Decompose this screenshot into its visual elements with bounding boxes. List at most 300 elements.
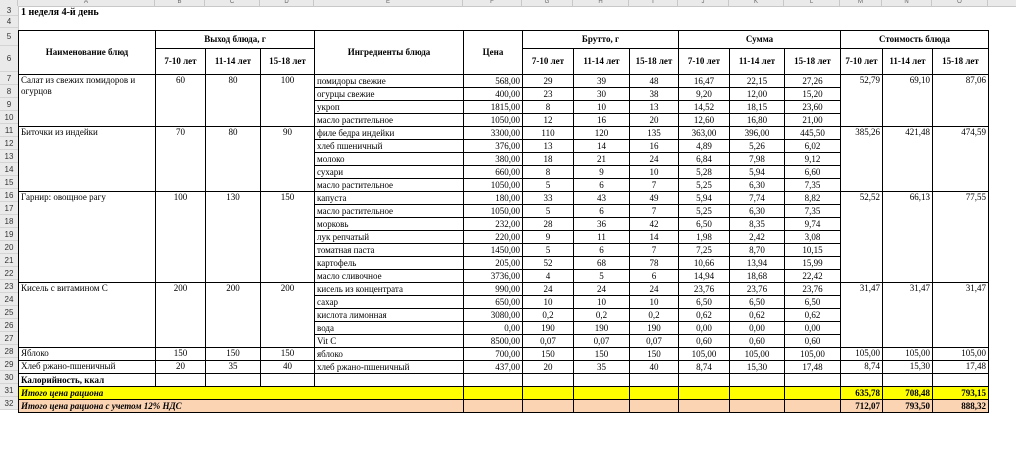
price-cell[interactable]: 660,00 [464,166,523,179]
ingredient-cell[interactable]: томатная паста [315,244,464,257]
row-number[interactable]: 8 [0,85,18,98]
sum-cell[interactable]: 5,28 [679,166,730,179]
sum-cell[interactable]: 0,62 [785,309,841,322]
empty-cell[interactable] [523,387,574,400]
column-letter[interactable]: B [155,0,205,6]
cost-cell[interactable]: 31,47 [841,283,883,348]
brutto-cell[interactable]: 12 [523,114,574,127]
sum-cell[interactable]: 396,00 [730,127,785,140]
total-vat-row-value[interactable]: 793,50 [883,400,933,413]
brutto-cell[interactable]: 0,2 [630,309,679,322]
calories-label[interactable]: Калорийность, ккал [19,374,156,387]
brutto-cell[interactable]: 30 [574,88,630,101]
sum-cell[interactable]: 8,35 [730,218,785,231]
cost-cell[interactable]: 17,48 [933,361,989,374]
sum-cell[interactable]: 6,30 [730,205,785,218]
total-row-label[interactable]: Итого цена рациона [19,387,464,400]
price-cell[interactable]: 568,00 [464,75,523,88]
dish-name-cell[interactable]: Кисель с витамином С [19,283,156,348]
brutto-cell[interactable]: 42 [630,218,679,231]
sum-cell[interactable]: 3,08 [785,231,841,244]
brutto-cell[interactable]: 14 [630,231,679,244]
sum-cell[interactable]: 27,26 [785,75,841,88]
price-cell[interactable]: 8500,00 [464,335,523,348]
row-number[interactable]: 9 [0,98,18,111]
brutto-cell[interactable]: 0,07 [630,335,679,348]
sum-cell[interactable]: 5,25 [679,179,730,192]
sum-cell[interactable]: 6,50 [730,296,785,309]
brutto-cell[interactable]: 28 [523,218,574,231]
yield-cell[interactable]: 20 [156,361,206,374]
sum-cell[interactable]: 15,20 [785,88,841,101]
brutto-cell[interactable]: 20 [523,361,574,374]
price-cell[interactable]: 232,00 [464,218,523,231]
price-cell[interactable]: 990,00 [464,283,523,296]
price-cell[interactable]: 1050,00 [464,179,523,192]
sum-cell[interactable]: 105,00 [679,348,730,361]
ingredient-cell[interactable]: филе бедра индейки [315,127,464,140]
sum-cell[interactable]: 21,00 [785,114,841,127]
brutto-cell[interactable]: 6 [574,244,630,257]
yield-cell[interactable]: 150 [156,348,206,361]
total-vat-row-label[interactable]: Итого цена рациона с учетом 12% НДС [19,400,464,413]
row-number[interactable]: 21 [0,254,18,267]
dish-name-cell[interactable]: Салат из свежих помидоров и огурцов [19,75,156,127]
cost-cell[interactable]: 31,47 [883,283,933,348]
total-row-value[interactable]: 708,48 [883,387,933,400]
column-letter[interactable]: N [882,0,932,6]
row-number[interactable]: 7 [0,72,18,85]
row-number[interactable]: 16 [0,189,18,202]
header-sum[interactable]: Сумма [679,31,841,49]
price-cell[interactable]: 650,00 [464,296,523,309]
ingredient-cell[interactable]: огурцы свежие [315,88,464,101]
cost-cell[interactable]: 8,74 [841,361,883,374]
empty-cell[interactable] [630,387,679,400]
sum-cell[interactable]: 10,15 [785,244,841,257]
cost-cell[interactable]: 105,00 [933,348,989,361]
sum-cell[interactable]: 6,02 [785,140,841,153]
yield-cell[interactable]: 200 [206,283,261,348]
row-number[interactable]: 15 [0,176,18,189]
row-number[interactable]: 22 [0,267,18,280]
sum-cell[interactable]: 105,00 [730,348,785,361]
brutto-cell[interactable]: 0,07 [574,335,630,348]
brutto-cell[interactable]: 150 [630,348,679,361]
price-cell[interactable]: 437,00 [464,361,523,374]
sum-cell[interactable]: 8,70 [730,244,785,257]
brutto-cell[interactable]: 10 [574,296,630,309]
yield-cell[interactable]: 70 [156,127,206,192]
header-age-group[interactable]: 7-10 лет [156,49,206,75]
row-number[interactable]: 31 [0,384,18,397]
total-vat-row-value[interactable]: 888,32 [933,400,989,413]
row-number[interactable]: 11 [0,124,18,137]
empty-cell[interactable] [630,374,679,387]
ingredient-cell[interactable]: капуста [315,192,464,205]
brutto-cell[interactable]: 6 [574,205,630,218]
sum-cell[interactable]: 7,35 [785,179,841,192]
brutto-cell[interactable]: 7 [630,179,679,192]
yield-cell[interactable]: 150 [206,348,261,361]
row-number[interactable]: 14 [0,163,18,176]
empty-cell[interactable] [261,374,315,387]
sum-cell[interactable]: 0,00 [679,322,730,335]
brutto-cell[interactable]: 78 [630,257,679,270]
brutto-cell[interactable]: 13 [630,101,679,114]
sum-cell[interactable]: 10,66 [679,257,730,270]
ingredient-cell[interactable]: хлеб пшеничный [315,140,464,153]
dish-name-cell[interactable]: Гарнир: овощное рагу [19,192,156,283]
brutto-cell[interactable]: 24 [523,283,574,296]
sum-cell[interactable]: 5,25 [679,205,730,218]
sum-cell[interactable]: 0,60 [785,335,841,348]
brutto-cell[interactable]: 190 [523,322,574,335]
empty-cell[interactable] [315,374,464,387]
total-row-value[interactable]: 635,78 [841,387,883,400]
empty-cell[interactable] [156,374,206,387]
header-age-group[interactable]: 15-18 лет [785,49,841,75]
row-number[interactable]: 5 [0,28,18,46]
header-age-group[interactable]: 11-14 лет [574,49,630,75]
sum-cell[interactable]: 16,47 [679,75,730,88]
ingredient-cell[interactable]: укроп [315,101,464,114]
row-number[interactable]: 26 [0,319,18,332]
brutto-cell[interactable]: 20 [630,114,679,127]
brutto-cell[interactable]: 6 [630,270,679,283]
ingredient-cell[interactable]: вода [315,322,464,335]
sum-cell[interactable]: 6,50 [785,296,841,309]
sum-cell[interactable]: 363,00 [679,127,730,140]
total-vat-row-value[interactable]: 712,07 [841,400,883,413]
empty-cell[interactable] [206,374,261,387]
column-letter[interactable]: E [314,0,463,6]
header-age-group[interactable]: 7-10 лет [841,49,883,75]
empty-cell[interactable] [464,387,523,400]
brutto-cell[interactable]: 8 [523,166,574,179]
sum-cell[interactable]: 23,76 [679,283,730,296]
column-letter[interactable]: J [678,0,729,6]
sum-cell[interactable]: 8,74 [679,361,730,374]
sum-cell[interactable]: 6,84 [679,153,730,166]
sum-cell[interactable]: 2,42 [730,231,785,244]
sum-cell[interactable]: 9,74 [785,218,841,231]
cost-cell[interactable]: 15,30 [883,361,933,374]
empty-cell[interactable] [679,374,730,387]
price-cell[interactable]: 180,00 [464,192,523,205]
brutto-cell[interactable]: 21 [574,153,630,166]
price-cell[interactable]: 1450,00 [464,244,523,257]
price-cell[interactable]: 376,00 [464,140,523,153]
row-number[interactable]: 25 [0,306,18,319]
ingredient-cell[interactable]: сахар [315,296,464,309]
sum-cell[interactable]: 105,00 [785,348,841,361]
ingredient-cell[interactable]: масло сливочное [315,270,464,283]
empty-cell[interactable] [523,400,574,413]
yield-cell[interactable]: 130 [206,192,261,283]
row-number[interactable]: 12 [0,137,18,150]
column-letter[interactable]: G [522,0,573,6]
sum-cell[interactable]: 13,94 [730,257,785,270]
empty-cell[interactable] [785,387,841,400]
brutto-cell[interactable]: 33 [523,192,574,205]
sum-cell[interactable]: 5,26 [730,140,785,153]
brutto-cell[interactable]: 10 [630,166,679,179]
sum-cell[interactable]: 7,74 [730,192,785,205]
header-age-group[interactable]: 7-10 лет [679,49,730,75]
empty-cell[interactable] [464,400,523,413]
brutto-cell[interactable]: 5 [574,270,630,283]
ingredient-cell[interactable]: помидоры свежие [315,75,464,88]
sum-cell[interactable]: 6,50 [679,218,730,231]
sum-cell[interactable]: 0,62 [730,309,785,322]
brutto-cell[interactable]: 9 [574,166,630,179]
sum-cell[interactable]: 7,35 [785,205,841,218]
sum-cell[interactable]: 22,15 [730,75,785,88]
yield-cell[interactable]: 200 [156,283,206,348]
price-cell[interactable]: 3300,00 [464,127,523,140]
brutto-cell[interactable]: 16 [574,114,630,127]
yield-cell[interactable]: 80 [206,75,261,127]
ingredient-cell[interactable]: сухари [315,166,464,179]
cost-cell[interactable]: 105,00 [883,348,933,361]
row-number[interactable]: 10 [0,111,18,124]
header-age-group[interactable]: 11-14 лет [883,49,933,75]
yield-cell[interactable]: 40 [261,361,315,374]
price-cell[interactable]: 380,00 [464,153,523,166]
yield-cell[interactable]: 100 [156,192,206,283]
brutto-cell[interactable]: 23 [523,88,574,101]
brutto-cell[interactable]: 150 [523,348,574,361]
empty-cell[interactable] [785,374,841,387]
sum-cell[interactable]: 23,60 [785,101,841,114]
brutto-cell[interactable]: 4 [523,270,574,283]
empty-cell[interactable] [679,400,730,413]
yield-cell[interactable]: 90 [261,127,315,192]
brutto-cell[interactable]: 135 [630,127,679,140]
price-cell[interactable]: 3080,00 [464,309,523,322]
row-number[interactable]: 4 [0,16,18,28]
sum-cell[interactable]: 16,80 [730,114,785,127]
column-letter[interactable]: M [840,0,882,6]
brutto-cell[interactable]: 24 [630,283,679,296]
column-letter[interactable]: F [463,0,522,6]
brutto-cell[interactable]: 5 [523,205,574,218]
sum-cell[interactable]: 22,42 [785,270,841,283]
empty-cell[interactable] [574,387,630,400]
empty-cell[interactable] [730,400,785,413]
column-letter[interactable]: I [629,0,678,6]
brutto-cell[interactable]: 35 [574,361,630,374]
row-number[interactable]: 27 [0,332,18,345]
cost-cell[interactable]: 77,55 [933,192,989,283]
row-number[interactable]: 6 [0,46,18,72]
cost-cell[interactable]: 69,10 [883,75,933,127]
price-cell[interactable]: 0,00 [464,322,523,335]
brutto-cell[interactable]: 36 [574,218,630,231]
ingredient-cell[interactable]: хлеб ржано-пшеничный [315,361,464,374]
column-letter[interactable]: A [18,0,155,6]
row-number[interactable]: 30 [0,371,18,384]
empty-cell[interactable] [730,374,785,387]
header-age-group[interactable]: 15-18 лет [261,49,315,75]
column-letter[interactable]: K [729,0,784,6]
header-age-group[interactable]: 7-10 лет [523,49,574,75]
sum-cell[interactable]: 9,12 [785,153,841,166]
header-ingredients[interactable]: Ингредиенты блюда [315,31,464,75]
sum-cell[interactable]: 12,60 [679,114,730,127]
ingredient-cell[interactable]: картофель [315,257,464,270]
row-number[interactable]: 24 [0,293,18,306]
brutto-cell[interactable]: 150 [574,348,630,361]
row-number[interactable]: 28 [0,345,18,358]
sum-cell[interactable]: 23,76 [730,283,785,296]
sum-cell[interactable]: 1,98 [679,231,730,244]
header-age-group[interactable]: 15-18 лет [630,49,679,75]
sum-cell[interactable]: 8,82 [785,192,841,205]
brutto-cell[interactable]: 0,2 [523,309,574,322]
brutto-cell[interactable]: 7 [630,244,679,257]
empty-cell[interactable] [730,387,785,400]
brutto-cell[interactable]: 11 [574,231,630,244]
header-price[interactable]: Цена [464,31,523,75]
sum-cell[interactable]: 0,00 [730,322,785,335]
price-cell[interactable]: 1815,00 [464,101,523,114]
price-cell[interactable]: 205,00 [464,257,523,270]
dish-name-cell[interactable]: Хлеб ржано-пшеничный [19,361,156,374]
empty-cell[interactable] [841,374,883,387]
brutto-cell[interactable]: 16 [630,140,679,153]
brutto-cell[interactable]: 5 [523,244,574,257]
row-number[interactable]: 32 [0,397,18,410]
sum-cell[interactable]: 17,48 [785,361,841,374]
ingredient-cell[interactable]: масло растительное [315,114,464,127]
header-age-group[interactable]: 11-14 лет [206,49,261,75]
sum-cell[interactable]: 6,30 [730,179,785,192]
cost-cell[interactable]: 31,47 [933,283,989,348]
sum-cell[interactable]: 6,60 [785,166,841,179]
row-number[interactable]: 20 [0,241,18,254]
brutto-cell[interactable]: 0,2 [574,309,630,322]
row-number[interactable]: 23 [0,280,18,293]
empty-cell[interactable] [574,374,630,387]
price-cell[interactable]: 1050,00 [464,205,523,218]
cost-cell[interactable]: 474,59 [933,127,989,192]
yield-cell[interactable]: 150 [261,348,315,361]
brutto-cell[interactable]: 110 [523,127,574,140]
empty-cell[interactable] [523,374,574,387]
sum-cell[interactable]: 445,50 [785,127,841,140]
yield-cell[interactable]: 35 [206,361,261,374]
cost-cell[interactable]: 421,48 [883,127,933,192]
cost-cell[interactable]: 87,06 [933,75,989,127]
sum-cell[interactable]: 5,94 [679,192,730,205]
sum-cell[interactable]: 9,20 [679,88,730,101]
row-number[interactable]: 17 [0,202,18,215]
column-letter[interactable]: O [932,0,988,6]
header-age-group[interactable]: 15-18 лет [933,49,989,75]
header-brutto[interactable]: Брутто, г [523,31,679,49]
row-number[interactable]: 29 [0,358,18,371]
yield-cell[interactable]: 60 [156,75,206,127]
brutto-cell[interactable]: 190 [574,322,630,335]
brutto-cell[interactable]: 68 [574,257,630,270]
row-number[interactable]: 19 [0,228,18,241]
sum-cell[interactable]: 5,94 [730,166,785,179]
brutto-cell[interactable]: 7 [630,205,679,218]
sum-cell[interactable]: 14,94 [679,270,730,283]
cost-cell[interactable]: 52,79 [841,75,883,127]
price-cell[interactable]: 400,00 [464,88,523,101]
header-yield[interactable]: Выход блюда, г [156,31,315,49]
ingredient-cell[interactable]: кислота лимонная [315,309,464,322]
ingredient-cell[interactable]: масло растительное [315,179,464,192]
brutto-cell[interactable]: 38 [630,88,679,101]
ingredient-cell[interactable]: кисель из концентрата [315,283,464,296]
brutto-cell[interactable]: 0,07 [523,335,574,348]
sheet-title[interactable]: 1 неделя 4-й день [21,7,99,18]
sum-cell[interactable]: 0,62 [679,309,730,322]
brutto-cell[interactable]: 9 [523,231,574,244]
sum-cell[interactable]: 15,30 [730,361,785,374]
empty-cell[interactable] [679,387,730,400]
brutto-cell[interactable]: 10 [574,101,630,114]
price-cell[interactable]: 3736,00 [464,270,523,283]
header-dish-name[interactable]: Наименование блюд [19,31,156,75]
brutto-cell[interactable]: 6 [574,179,630,192]
empty-cell[interactable] [630,400,679,413]
header-age-group[interactable]: 11-14 лет [730,49,785,75]
brutto-cell[interactable]: 120 [574,127,630,140]
cost-cell[interactable]: 105,00 [841,348,883,361]
dish-name-cell[interactable]: Биточки из индейки [19,127,156,192]
brutto-cell[interactable]: 52 [523,257,574,270]
ingredient-cell[interactable]: яблоко [315,348,464,361]
ingredient-cell[interactable]: молоко [315,153,464,166]
price-cell[interactable]: 1050,00 [464,114,523,127]
brutto-cell[interactable]: 8 [523,101,574,114]
brutto-cell[interactable]: 10 [630,296,679,309]
yield-cell[interactable]: 100 [261,75,315,127]
yield-cell[interactable]: 150 [261,192,315,283]
sum-cell[interactable]: 23,76 [785,283,841,296]
ingredient-cell[interactable]: Vit C [315,335,464,348]
price-cell[interactable]: 700,00 [464,348,523,361]
brutto-cell[interactable]: 24 [630,153,679,166]
sum-cell[interactable]: 7,25 [679,244,730,257]
ingredient-cell[interactable]: морковь [315,218,464,231]
brutto-cell[interactable]: 13 [523,140,574,153]
empty-cell[interactable] [785,400,841,413]
sum-cell[interactable]: 0,60 [679,335,730,348]
cost-cell[interactable]: 385,26 [841,127,883,192]
empty-cell[interactable] [574,400,630,413]
cost-cell[interactable]: 66,13 [883,192,933,283]
brutto-cell[interactable]: 39 [574,75,630,88]
brutto-cell[interactable]: 49 [630,192,679,205]
sum-cell[interactable]: 6,50 [679,296,730,309]
brutto-cell[interactable]: 40 [630,361,679,374]
sum-cell[interactable]: 15,99 [785,257,841,270]
empty-cell[interactable] [933,374,989,387]
column-letter[interactable]: H [573,0,629,6]
sum-cell[interactable]: 18,68 [730,270,785,283]
brutto-cell[interactable]: 18 [523,153,574,166]
empty-cell[interactable] [883,374,933,387]
brutto-cell[interactable]: 190 [630,322,679,335]
price-cell[interactable]: 220,00 [464,231,523,244]
row-number[interactable]: 13 [0,150,18,163]
